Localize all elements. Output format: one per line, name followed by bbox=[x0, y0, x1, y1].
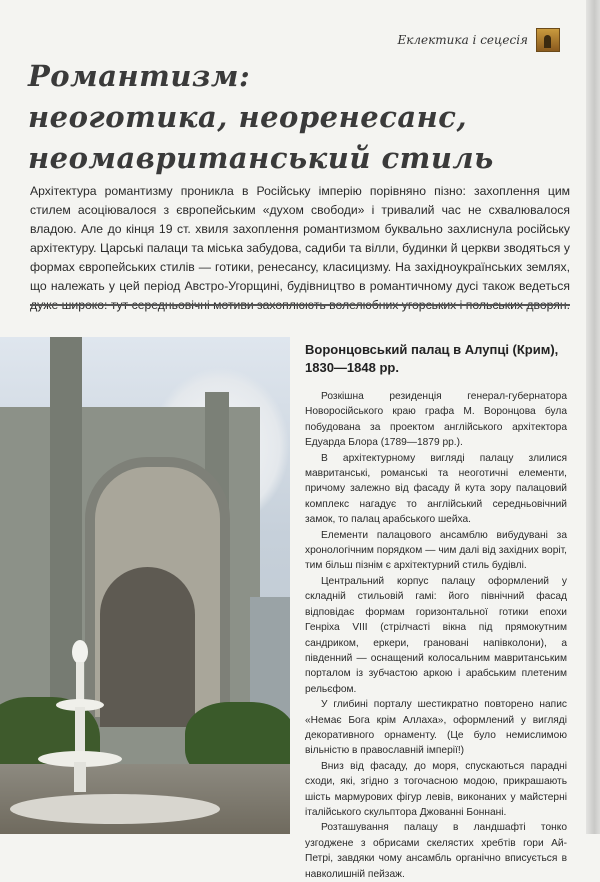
article-paragraph: В архітектурному вигляді палацу злилися мавританські, романські та неоготичні елементи, причому залежно від фасаду й кута зору палацовий комплекс нагадує то англійський середньовічний замок, то палац арабського шейха. bbox=[305, 452, 567, 526]
running-header-text: Еклектика і сецесія bbox=[397, 33, 528, 47]
article-paragraph: Розташування палацу в ландшафті тонко узгоджене з обрисами скелястих хребтів гори Ай-Петрі, завдяки чому ансамбль органічно вписується в навколишній пейзаж. bbox=[305, 822, 567, 880]
divider bbox=[30, 304, 570, 306]
article-paragraph: Розкішна резиденція генерал-губернатора Новоросійського краю графа М. Воронцова була побудована за проектом англійського архітектора Едуарда Блора (1789—1879 рр.). bbox=[305, 391, 567, 449]
title-line: Романтизм: bbox=[28, 59, 251, 93]
section-heading bbox=[305, 341, 567, 377]
fountain-basin bbox=[10, 794, 220, 824]
title-line: неомавританський стиль bbox=[28, 141, 494, 175]
running-header bbox=[397, 28, 560, 52]
fountain bbox=[30, 637, 130, 807]
article-paragraph: Вниз від фасаду, до моря, спускаються парадні сходи, які, згідно з тогочасною модою, прикрашають шість мармурових фігур левів, виконаних у майстерні італійського скульптора Джованні Боннані. bbox=[305, 760, 567, 818]
article-paragraph: Елементи палацового ансамблю вибудувані за хронологічним порядком — чим далі від західних воріт, тим більш пізнім є архітектурний стиль будівлі. bbox=[305, 529, 567, 572]
page-edge bbox=[586, 0, 600, 834]
article-paragraph: У глибині порталу шестикратно повторено напис «Немає Бога крім Аллаха», оформлений у вигляді декоративного орнаменту. (Це було немислимою вільністю в православній імперії!) bbox=[305, 699, 567, 757]
intro-paragraph: Архітектура романтизму проникла в Російську імперію порівняно пізно: захоплення цим стилем асоціювалося з європейським «духом свободи» і тривалий час не схвалювалося владою. Але до кінця 19 ст. хвиля захоплення романтизмом буквально захлиснула російську архітектуру. Царські палаци та міська забудова, садиби та вілли, будинки й церкви зводяться у формах європейських стилів — готики, ренесансу, класицизму. На західноукраїнських землях, що належать у цей період Австро-Угорщині, будівництво в романтичному дусі також ведеться bbox=[30, 184, 570, 293]
article-column bbox=[305, 341, 567, 882]
heading-line: 1830—1848 рр. bbox=[305, 360, 399, 375]
article-paragraph: Центральний корпус палацу оформлений у складній стильовій гамі: його північний фасад відповідає формам горизонтальної готики епохи Генріха VIII (стрілчасті вікна під прямокутним сандриком, еркери, грановані напівколони), а південний — оснащений колосальним мавританським порталом із зубчастою аркою і арабським плетеним рельєфом. bbox=[305, 575, 567, 695]
title-line: неоготика, неоренесанс, bbox=[28, 100, 468, 134]
book-ornament-icon bbox=[536, 28, 560, 52]
palace-photo bbox=[0, 337, 290, 834]
page-title bbox=[28, 56, 494, 179]
heading-line: Воронцовський палац в Алупці (Крим), bbox=[305, 342, 559, 357]
